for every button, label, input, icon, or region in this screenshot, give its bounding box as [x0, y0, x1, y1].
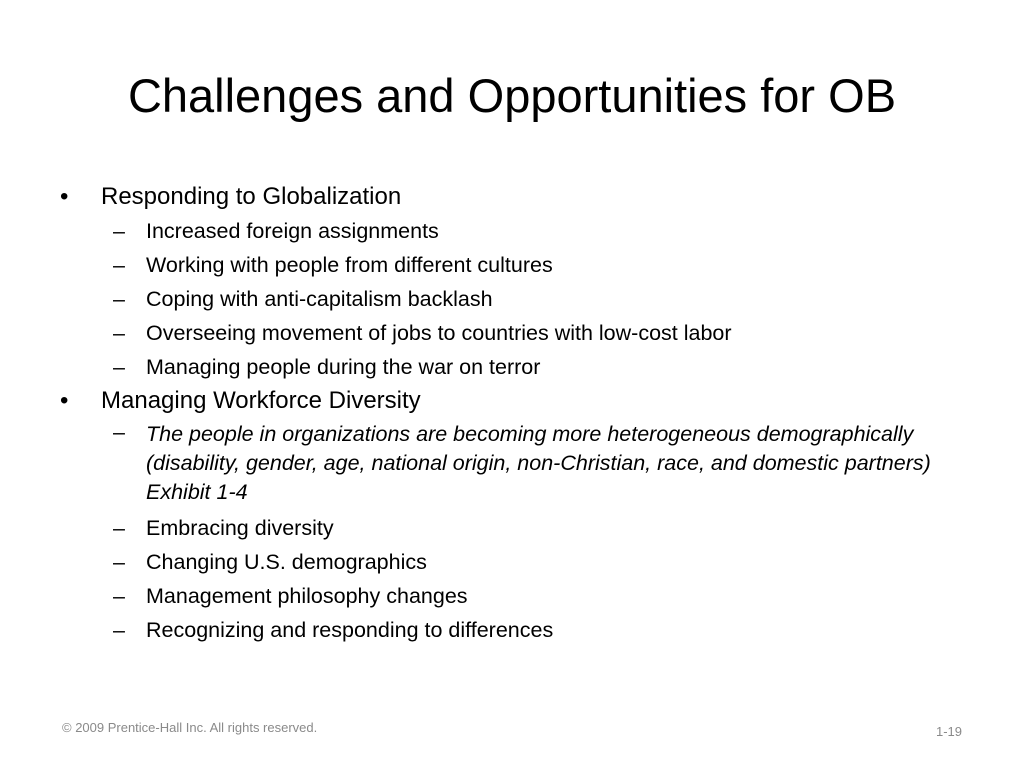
sub-bullet	[60, 511, 980, 545]
sub-bullet-text: Management philosophy changes	[146, 584, 468, 608]
footer-page-number: 1-19	[935, 724, 962, 739]
bullet-globalization	[60, 180, 980, 214]
dash-icon: –	[113, 219, 125, 243]
sub-bullet-text: Overseeing movement of jobs to countries with low-cost labor	[146, 321, 732, 345]
dash-icon: –	[113, 321, 125, 345]
slide-body	[60, 180, 980, 647]
sub-bullet	[60, 282, 980, 316]
bullet-text: Managing Workforce Diversity	[101, 387, 421, 414]
dash-icon: –	[113, 618, 125, 642]
dash-icon: –	[113, 550, 125, 574]
footer-copyright: © 2009 Prentice-Hall Inc. All rights reserved.	[62, 720, 318, 735]
sub-bullet-text: Recognizing and responding to differences	[146, 618, 554, 642]
sub-bullet	[60, 214, 980, 248]
sub-bullet	[60, 579, 980, 613]
sub-bullet-text: Embracing diversity	[146, 516, 334, 540]
sub-bullet-text: Managing people during the war on terror	[146, 355, 541, 379]
sub-bullet	[60, 350, 980, 384]
sub-bullet-text: Working with people from different cultures	[146, 253, 553, 277]
dash-icon: –	[113, 355, 125, 379]
sub-bullet-italic	[60, 418, 980, 511]
bullet-icon: •	[60, 387, 69, 414]
sub-bullet	[60, 613, 980, 647]
sub-bullet-text: Coping with anti-capitalism backlash	[146, 287, 493, 311]
sub-bullet-text: Changing U.S. demographics	[146, 550, 427, 574]
dash-icon: –	[113, 420, 125, 444]
bullet-text: Responding to Globalization	[101, 183, 402, 210]
dash-icon: –	[113, 253, 125, 277]
dash-icon: –	[113, 287, 125, 311]
bullet-icon: •	[60, 183, 69, 210]
slide-title: Challenges and Opportunities for OB	[127, 69, 897, 122]
bullet-workforce-diversity	[60, 384, 980, 418]
dash-icon: –	[113, 516, 125, 540]
sub-bullet-text: Increased foreign assignments	[146, 219, 439, 243]
sub-bullet	[60, 545, 980, 579]
sub-bullet-text: The people in organizations are becoming more heterogeneous demographically (disability, gender, age, national origin, non-Christian, race, and domestic partners) Exhibit 1-4	[146, 422, 931, 504]
sub-bullet	[60, 316, 980, 350]
sub-bullet	[60, 248, 980, 282]
dash-icon: –	[113, 584, 125, 608]
